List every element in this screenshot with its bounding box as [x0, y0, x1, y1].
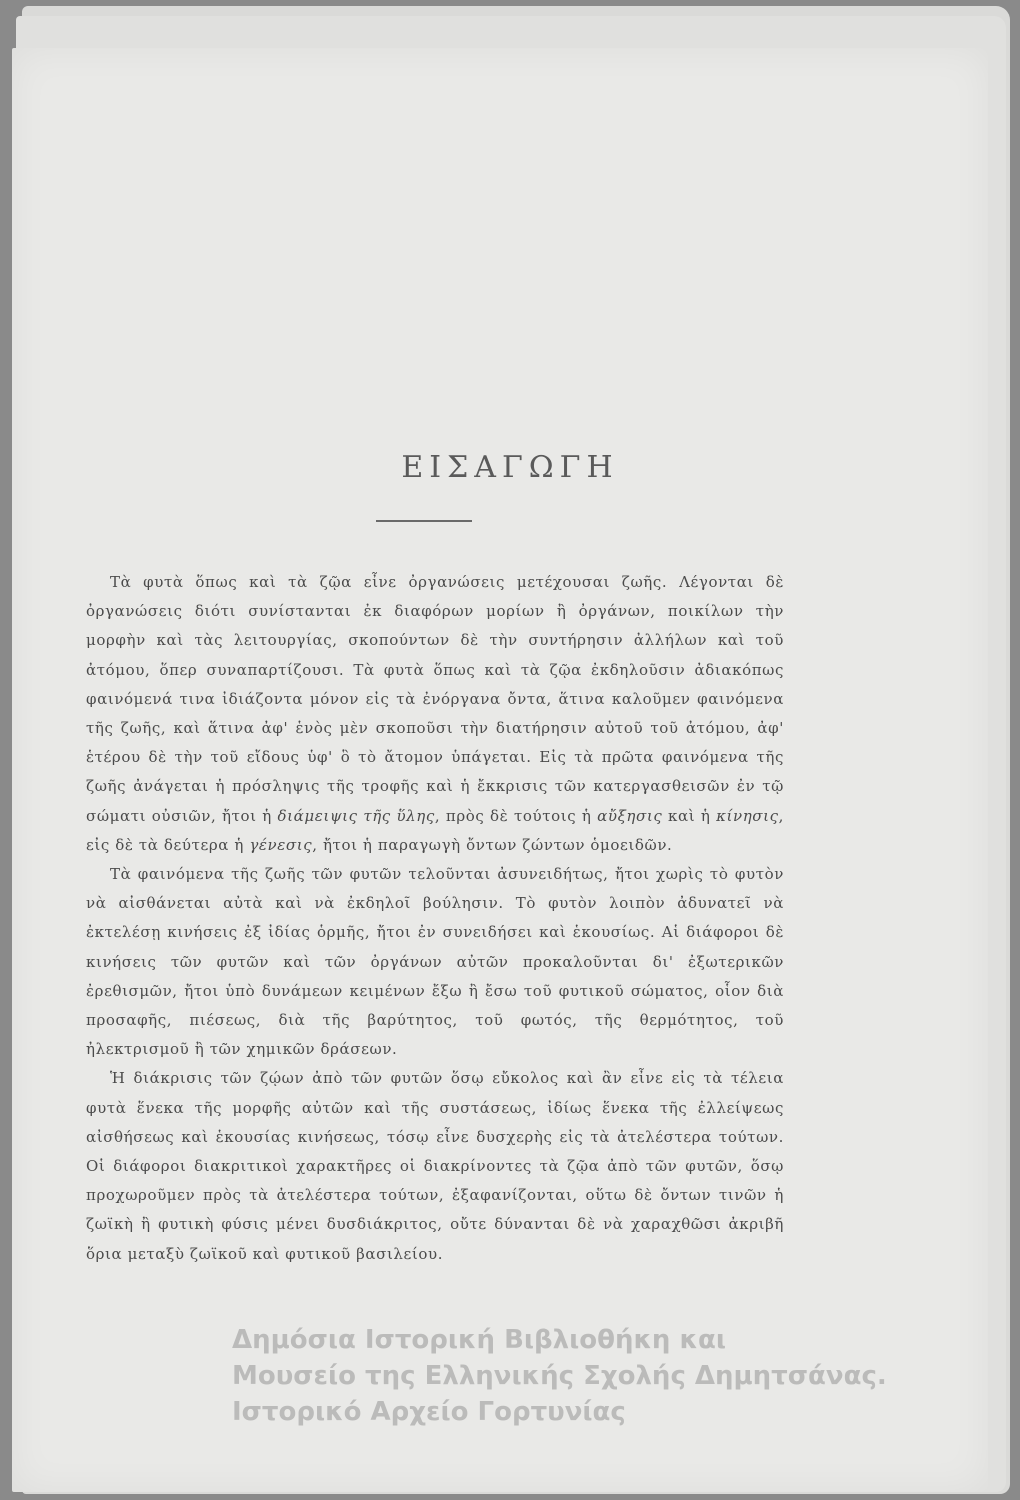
watermark-line-2: Μουσείο της Ελληνικής Σχολής Δημητσάνας. [232, 1361, 887, 1391]
page-title: ΕΙΣΑΓΩΓΗ [401, 450, 619, 485]
paragraph-1 [86, 568, 784, 860]
title-divider [376, 520, 472, 522]
paragraph-1-text-d: , εἰς δὲ τὰ δεύτερα ἡ [86, 806, 784, 854]
paragraph-1-text-b: , πρὸς δὲ τούτοις ἡ [434, 806, 598, 825]
paragraph-1-text-e: , ἤτοι ἡ παραγωγὴ ὄντων ζώντων ὁμοειδῶν. [312, 835, 673, 854]
emphasis-diameipsis: διάμειψις τῆς ὕλης [277, 806, 435, 825]
paragraph-1-text-c: καὶ ἡ [662, 806, 717, 825]
emphasis-kinesis: κίνησις [716, 806, 779, 825]
paragraph-2: Τὰ φαινόμενα τῆς ζωῆς τῶν φυτῶν τελοῦνται ἀσυνειδήτως, ἤτοι χωρὶς τὸ φυτὸν νὰ αἰσθάνεται αὐτὰ καὶ νὰ ἐκδηλοῖ βούλησιν. Τὸ φυτὸν λοιπὸν ἀδυνατεῖ νὰ ἐκτελέσῃ κινήσεις ἐξ ἰδίας ὁρμῆς, ἤτοι ἐν συνειδήσει καὶ ἑκουσίως. Αἱ διάφοροι δὲ κινήσεις τῶν φυτῶν καὶ τῶν ὀργάνων αὐτῶν προκαλοῦνται δι' ἐξωτερικῶν ἐρεθισμῶν, ἤτοι ὑπὸ δυνάμεων κειμένων ἔξω ἢ ἔσω τοῦ φυτικοῦ σώματος, οἷον διὰ προσαφῆς, πιέσεως, διὰ τῆς βαρύτητος, τοῦ φωτός, τῆς θερμότητος, τοῦ ἠλεκτρισμοῦ ἢ τῶν χημικῶν δράσεων. [86, 865, 784, 1059]
watermark-line-3: Ιστορικό Αρχείο Γορτυνίας [232, 1397, 626, 1427]
emphasis-auxesis: αὔξησις [597, 806, 663, 825]
emphasis-genesis: γένεσις [249, 835, 313, 854]
body-text [86, 568, 784, 1269]
watermark-line-1: Δημόσια Ιστορική Βιβλιοθήκη και [232, 1325, 726, 1355]
paragraph-1-text-a: Τὰ φυτὰ ὅπως καὶ τὰ ζῷα εἶνε ὀργανώσεις μετέχουσαι ζωῆς. Λέγονται δὲ ὀργανώσεις διότι συνίστανται ἐκ διαφόρων μορίων ἢ ὀργάνων, ποικίλων τὴν μορφὴν καὶ τὰς λειτουργίας, σκοπούντων δὲ τὴν συντήρησιν ἀλλήλων καὶ τοῦ ἀτόμου, ὅπερ συναπαρτίζουσι. Τὰ φυτὰ ὅπως καὶ τὰ ζῷα ἐκδηλοῦσιν ἀδιακόπως φαινόμενά τινα ἰδιάζοντα μόνον εἰς τὰ ἐνόργανα ὄντα, ἅτινα καλοῦμεν φαινόμενα τῆς ζωῆς, καὶ ἅτινα ἀφ' ἑνὸς μὲν σκοποῦσι τὴν διατήρησιν αὐτοῦ τοῦ ἀτόμου, ἀφ' ἑτέρου δὲ τὴν τοῦ εἴδους ὑφ' ὃ τὸ ἄτομον ὑπάγεται. Εἰς τὰ πρῶτα φαινόμενα τῆς ζωῆς ἀνάγεται ἡ πρόσληψις τῆς τροφῆς καὶ ἡ ἔκκρισις τῶν κατεργασθεισῶν ἐν τῷ σώματι οὐσιῶν, ἤτοι ἡ [86, 573, 784, 825]
paragraph-3: Ἡ διάκρισις τῶν ζῴων ἀπὸ τῶν φυτῶν ὅσῳ εὔκολος καὶ ἂν εἶνε εἰς τὰ τέλεια φυτὰ ἕνεκα τῆς μορφῆς αὐτῶν καὶ τῆς συστάσεως, ἰδίως ἕνεκα τῆς ἐλλείψεως αἰσθήσεως καὶ ἑκουσίας κινήσεως, τόσῳ εἶνε δυσχερὴς εἰς τὰ ἀτελέστερα τούτων. Οἱ διάφοροι διακριτικοὶ χαρακτῆρες οἱ διακρίνοντες τὰ ζῷα ἀπὸ τῶν φυτῶν, ὅσῳ προχωροῦμεν πρὸς τὰ ἀτελέστερα τούτων, ἐξαφανίζονται, οὕτω δὲ ὄντων τινῶν ἡ ζωϊκὴ ἢ φυτικὴ φύσις μένει δυσδιάκριτος, οὔτε δύνανται δὲ νὰ χαραχθῶσι ἀκριβῆ ὅρια μεταξὺ ζωϊκοῦ καὶ φυτικοῦ βασιλείου. [86, 1069, 784, 1263]
